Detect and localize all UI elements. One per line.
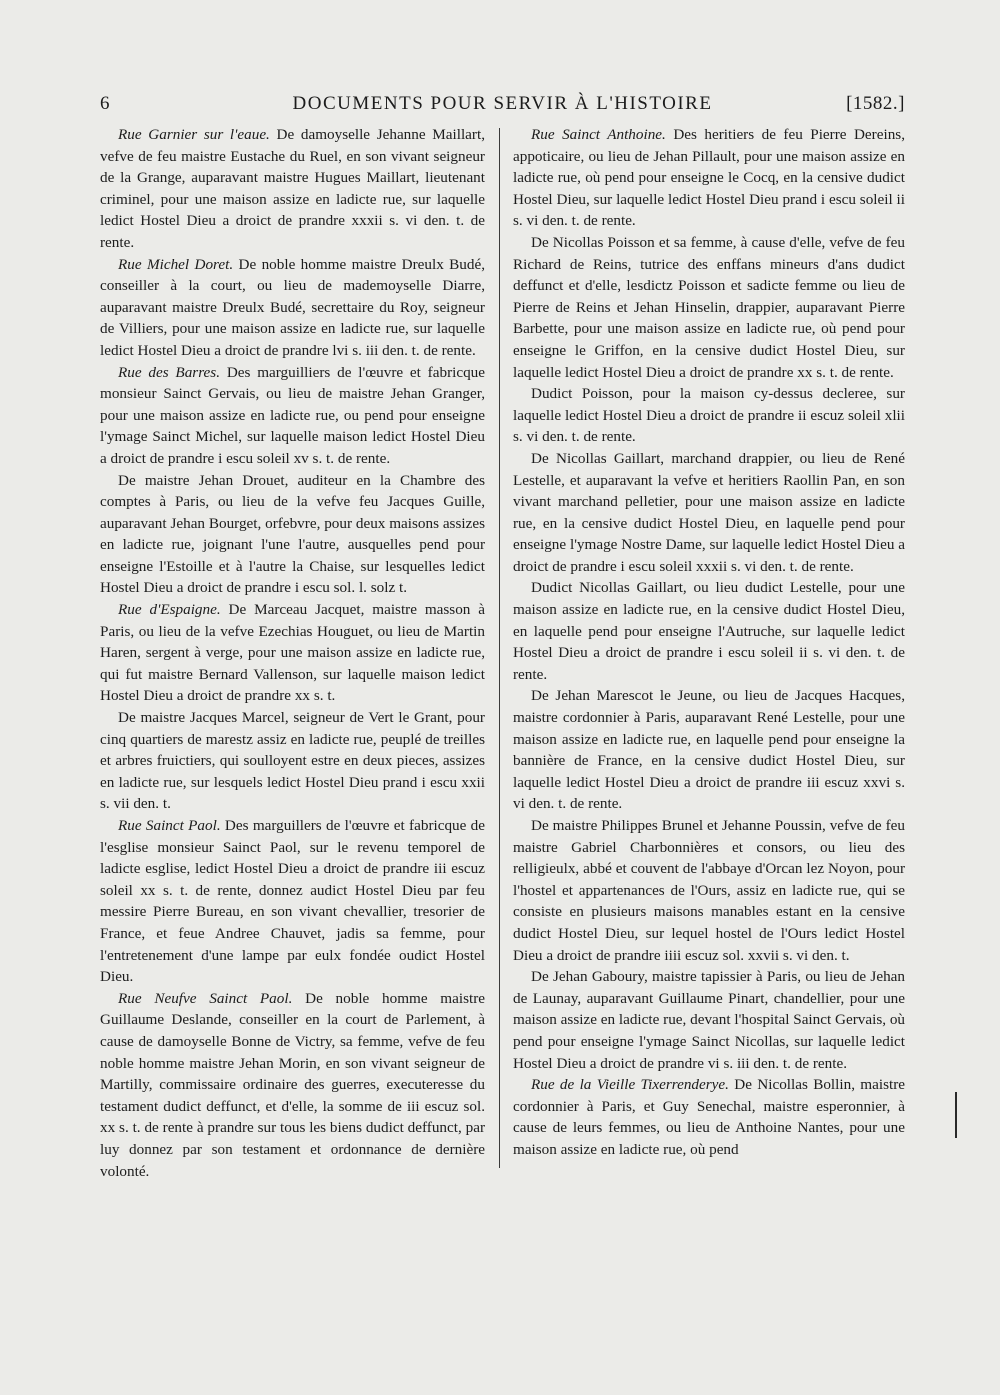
column-divider xyxy=(499,128,500,1168)
paragraph xyxy=(100,124,485,254)
paragraph-text: De maistre Jacques Marcel, seigneur de Vert le Grant, pour cinq quartiers de marestz assiz en ladicte rue, peuplé de treilles et arbres fruictiers, qui soulloyent estre en deux pieces, assizes en ladicte rue, sur lesquels ledict Hostel Dieu prand i escu xxii s. vii den. t. xyxy=(100,709,485,813)
street-name: Rue de la Vieille Tixerrenderye. xyxy=(531,1076,729,1094)
paragraph xyxy=(100,707,485,815)
paragraph xyxy=(513,966,905,1074)
paragraph xyxy=(513,815,905,966)
paragraph-text: De noble homme maistre Dreulx Budé, conseiller à la court, ou lieu de mademoyselle Diarre, auparavant maistre Dreulx Budé, secrettaire du Roy, seigneur de Villiers, pour une maison assize en ladicte rue, sur laquelle ledict Hostel Dieu a droict de prandre lvi s. iii den. t. de rente. xyxy=(100,255,486,359)
paragraph-text: De Nicollas Poisson et sa femme, à cause d'elle, vefve de feu Richard de Reins, tutrice des enffans mineurs d'ans dudict deffunct et d'elle, lesdictz Poisson et sadicte femme ou lieu de Pierre de Reins et Jehan Hinselin, drappier, auparavant Pierre Barbette, pour une maison assize en ladicte rue, où pend pour enseigne le Griffon, en la censive dudict Hostel Dieu, sur laquelle ledict Hostel Dieu a droict de prandre xx s. t. de rente. xyxy=(513,233,905,381)
paragraph-text: Des marguillers de l'œuvre et fabricque de l'esglise monsieur Sainct Paol, sur le revenu temporel de ladicte esglise, ledict Hostel Dieu a droict de prandre iii escuz soleil xx s. t. de rente, donnez audict Hostel Dieu par feu messire Pierre Bureau, en son vivant chevallier, tresorier de France, et feue Andree Chauvet, jadis sa femme, pour l'entretenement d'une lampe par eulx fondée oudict Hostel Dieu. xyxy=(100,817,486,986)
paragraph xyxy=(100,988,485,1182)
page-year: [1582.] xyxy=(846,93,905,114)
paragraph-text: De maistre Jehan Drouet, auditeur en la Chambre des comptes à Paris, ou lieu de la vefve feu Jacques Guille, auparavant Jehan Bourget, orfebvre, pour deux maisons assizes en ladicte rue, joignant l'une l'autre, ausquelles pend pour enseigne l'Estoille et à l'autre la Chaise, sur lesquelles ledict Hostel Dieu a droict de prandre i escu sol. l. solz t. xyxy=(100,471,485,597)
running-title: DOCUMENTS POUR SERVIR À L'HISTOIRE xyxy=(292,93,713,114)
paragraph-text: Dudict Nicollas Gaillart, ou lieu dudict Lestelle, pour une maison assize en ladicte rue, en la censive dudict Hostel Dieu, en laquelle pend pour enseigne l'Autruche, sur laquelle ledict Hostel Dieu a droict de prandre i escu soleil ii s. vi den. t. de rente. xyxy=(513,579,905,683)
paragraph-text: De Nicollas Gaillart, marchand drappier, ou lieu de René Lestelle, et auparavant la vefve et heritiers Raollin Pan, en son vivant marchand pelletier, pour une maison assize en ladicte rue, en la censive dudict Hostel Dieu, en laquelle pend pour enseigne l'ymage Nostre Dame, sur laquelle ledict Hostel Dieu a droict de prandre i escu soleil xxxii s. vi den. t. de rente. xyxy=(513,449,905,575)
paragraph xyxy=(513,232,905,383)
paragraph-text: De noble homme maistre Guillaume Deslande, conseiller en la court de Parlement, à cause de damoyselle Bonne de Victry, sa femme, vefve de feu noble homme maistre Jehan Morin, en son vivant seigneur de Martilly, commissaire ordinaire des guerres, executeresse du testament dudict deffunct, et d'elle, la somme de iii escuz sol. xx s. t. de rente à prandre sur tous les biens dudict deffunct, par luy donnez par son testament et ordonnance de dernière volonté. xyxy=(100,989,485,1180)
street-name: Rue d'Espaigne. xyxy=(118,601,221,619)
paragraph-text: De Nicollas Bollin, maistre cordonnier à Paris, et Guy Senechal, maistre esperonnier, à cause de leurs femmes, ou lieu de Anthoine Nantes, pour une maison assize en ladicte rue, où pend xyxy=(513,1076,905,1158)
paragraph xyxy=(513,685,905,815)
margin-mark xyxy=(955,1092,957,1138)
paragraph xyxy=(513,383,905,448)
paragraph xyxy=(513,1074,905,1160)
page-number: 6 xyxy=(100,93,110,114)
paragraph-text: De Jehan Marescot le Jeune, ou lieu de Jacques Hacques, maistre cordonnier à Paris, auparavant René Lestelle, pour une maison assize en ladicte rue, en laquelle pend pour enseigne la bannière de France, en la censive dudict Hostel Dieu, sur laquelle ledict Hostel Dieu a droict de prandre iii escuz xxvi s. vi den. t. de rente. xyxy=(513,687,905,813)
street-name: Rue Garnier sur l'eaue. xyxy=(118,126,270,143)
paragraph xyxy=(513,124,905,232)
paragraph-text: Des marguilliers de l'œuvre et fabricque monsieur Sainct Gervais, ou lieu de maistre Jehan Granger, pour une maison assize en ladicte rue, ou pend pour enseigne l'ymage Sainct Michel, sur laquelle maison ledict Hostel Dieu a droict de prandre i escu soleil xv s. t. de rente. xyxy=(100,363,486,467)
left-column xyxy=(100,124,485,1182)
paragraph xyxy=(100,362,485,470)
paragraph-text: De maistre Philippes Brunel et Jehanne Poussin, vefve de feu maistre Gabriel Charbonnières et consors, ou lieu des relligieulx, abbé et couvent de l'abbaye d'Orcan lez Noyon, pour l'hostel et appartenances de l'Ours, assiz en ladicte rue, qui se consiste en plusieurs maisons manables estant en la censive dudict Hostel Dieu, sur lequel hostel de l'Ours ledict Hostel Dieu a droict de prandre iiii escuz sol. xxvii s. vi den. t. xyxy=(513,817,905,964)
paragraph xyxy=(100,470,485,600)
paragraph xyxy=(100,815,485,988)
paragraph xyxy=(513,448,905,578)
running-header xyxy=(100,93,905,119)
paragraph xyxy=(100,254,485,362)
street-name: Rue Neufve Sainct Paol. xyxy=(118,989,293,1007)
paragraph xyxy=(100,599,485,707)
paragraph-text: De Marceau Jacquet, maistre masson à Paris, ou lieu de la vefve Ezechias Houguet, ou lieu de Martin Haren, sergent à verge, pour une maison assize en ladicte rue, qui fut maistre Bernard Vallenson, sur laquelle maison ledict Hostel Dieu a droict de prandre xx s. t. xyxy=(100,601,486,705)
paragraph xyxy=(513,577,905,685)
paragraph-text: De damoyselle Jehanne Maillart, vefve de feu maistre Eustache du Ruel, en son vivant seigneur de la Grange, auparavant maistre Hugues Maillart, lieutenant criminel, pour une maison assize en ladicte rue, sur laquelle ledict Hostel Dieu a droict de prandre xxxii s. vi den. t. de rente. xyxy=(100,126,485,251)
street-name: Rue Michel Doret. xyxy=(118,255,234,273)
street-name: Rue Sainct Anthoine. xyxy=(531,126,666,143)
paragraph-text: Des heritiers de feu Pierre Dereins, appoticaire, ou lieu de Jehan Pillault, pour une maison assize en ladicte rue, où pend pour enseigne le Cocq, en la censive dudict Hostel Dieu, sur laquelle ledict Hostel Dieu prand i escu soleil ii s. vi den. t. de rente. xyxy=(513,126,905,230)
street-name: Rue des Barres. xyxy=(118,363,221,381)
paragraph-text: De Jehan Gaboury, maistre tapissier à Paris, ou lieu de Jehan de Launay, auparavant Guillaume Pinart, chandellier, pour une maison assize en ladicte rue, devant l'hospital Sainct Gervais, où pend pour enseigne l'ymage Sainct Nicollas, sur laquelle ledict Hostel Dieu a droict de prandre vi s. iii den. t. de rente. xyxy=(513,968,906,1072)
paragraph-text: Dudict Poisson, pour la maison cy-dessus decleree, sur laquelle ledict Hostel Dieu a droict de prandre ii escuz soleil xlii s. vi den. t. de rente. xyxy=(513,385,905,446)
street-name: Rue Sainct Paol. xyxy=(118,817,221,834)
right-column xyxy=(513,124,905,1161)
